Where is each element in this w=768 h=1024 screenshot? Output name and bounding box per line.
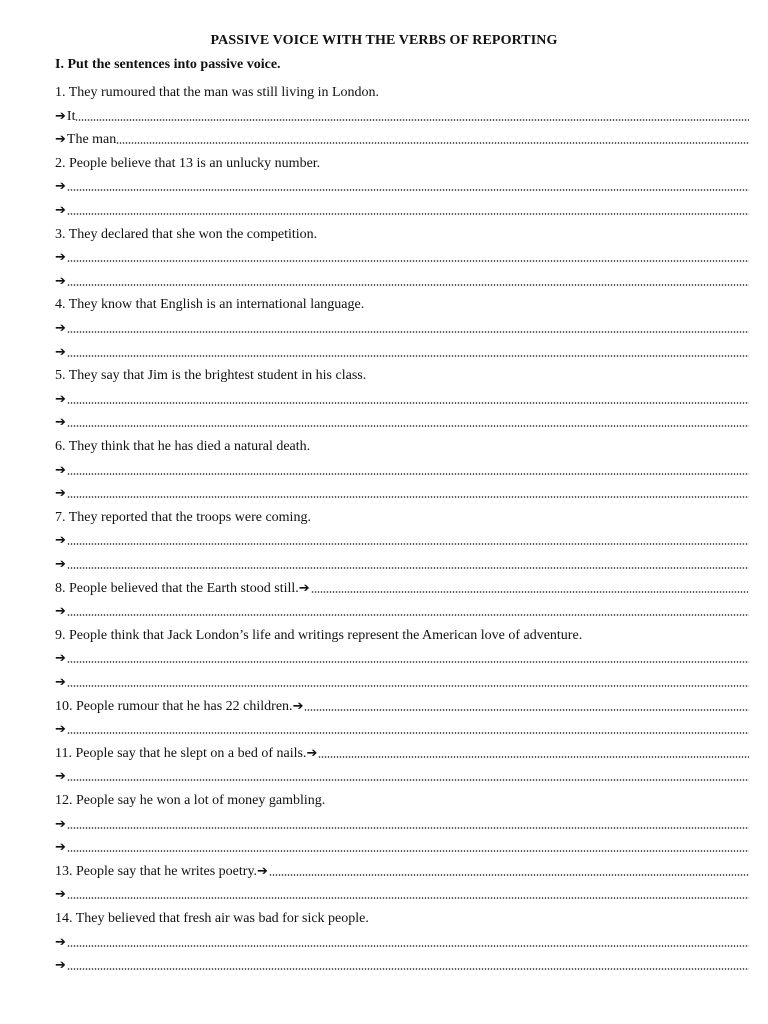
answer-prefix: The man <box>66 132 117 148</box>
question-text: 8. People believed that the Earth stood still. <box>55 580 299 596</box>
answer-line <box>55 671 749 691</box>
right-arrow-icon: ➔ <box>55 179 66 195</box>
answer-line <box>55 341 749 361</box>
right-arrow-icon: ➔ <box>55 391 66 407</box>
answer-blank[interactable] <box>67 542 749 546</box>
right-arrow-icon: ➔ <box>292 698 304 714</box>
answer-line <box>55 459 749 479</box>
right-arrow-icon: ➔ <box>55 250 66 266</box>
answer-line <box>55 883 749 903</box>
question-line <box>55 81 749 101</box>
answer-blank[interactable] <box>67 826 749 830</box>
right-arrow-icon: ➔ <box>257 863 268 879</box>
question-line <box>55 223 749 243</box>
answer-blank[interactable] <box>116 141 749 145</box>
answer-blank[interactable] <box>67 778 749 782</box>
question-text: 3. They declared that she won the competition. <box>55 226 318 242</box>
answer-line <box>55 813 749 833</box>
answer-blank[interactable] <box>67 330 749 334</box>
right-arrow-icon: ➔ <box>55 321 66 336</box>
right-arrow-icon: ➔ <box>55 675 66 690</box>
question-text: 14. They believed that fresh air was bad for sick people. <box>55 911 369 926</box>
answer-blank[interactable] <box>311 590 749 594</box>
question-text: 11. People say that he slept on a bed of nails. <box>55 745 307 761</box>
answer-blank[interactable] <box>269 873 749 877</box>
question-line <box>55 152 749 172</box>
question-line <box>55 695 749 715</box>
right-arrow-icon: ➔ <box>55 108 66 124</box>
question-line <box>55 624 749 644</box>
question-line <box>55 506 749 526</box>
answer-blank[interactable] <box>75 118 749 122</box>
answer-blank[interactable] <box>67 354 749 358</box>
right-arrow-icon: ➔ <box>55 604 66 620</box>
question-text: 6. They think that he has died a natural death. <box>55 439 311 454</box>
question-text: 13. People say that he writes poetry. <box>55 863 258 879</box>
answer-line <box>55 836 749 856</box>
answer-line <box>55 954 749 974</box>
answer-blank[interactable] <box>67 495 749 499</box>
answer-line <box>55 482 749 502</box>
question-text: 1. They rumoured that the man was still living in London. <box>55 85 380 100</box>
answer-line <box>55 128 749 148</box>
answer-blank[interactable] <box>67 684 749 688</box>
answer-blank[interactable] <box>67 259 749 263</box>
right-arrow-icon: ➔ <box>55 462 66 478</box>
right-arrow-icon: ➔ <box>55 344 66 360</box>
answer-blank[interactable] <box>67 401 749 405</box>
answer-prefix: It <box>66 108 76 124</box>
answer-blank[interactable] <box>318 755 749 759</box>
right-arrow-icon: ➔ <box>55 273 66 289</box>
question-text: 12. People say he won a lot of money gambling. <box>55 793 326 808</box>
answer-blank[interactable] <box>67 967 749 971</box>
answer-line <box>55 317 749 337</box>
answer-blank[interactable] <box>67 566 749 570</box>
right-arrow-icon: ➔ <box>55 132 66 148</box>
answer-blank[interactable] <box>67 283 749 287</box>
answer-line <box>55 553 749 573</box>
answer-blank[interactable] <box>67 731 749 735</box>
question-text: 5. They say that Jim is the brightest student in his class. <box>55 368 367 384</box>
answer-line <box>55 246 749 266</box>
question-line <box>55 293 749 313</box>
page-title: PASSIVE VOICE WITH THE VERBS OF REPORTING <box>210 33 558 48</box>
answer-line <box>55 270 749 290</box>
question-line <box>55 435 749 455</box>
question-text: 10. People rumour that he has 22 children. <box>55 698 293 714</box>
answer-blank[interactable] <box>304 708 749 712</box>
right-arrow-icon: ➔ <box>55 651 66 667</box>
right-arrow-icon: ➔ <box>55 934 66 950</box>
answer-blank[interactable] <box>67 424 749 428</box>
answer-line <box>55 931 749 951</box>
answer-blank[interactable] <box>67 212 749 216</box>
question-line <box>55 742 749 762</box>
answer-blank[interactable] <box>67 944 749 948</box>
right-arrow-icon: ➔ <box>306 745 318 761</box>
right-arrow-icon: ➔ <box>55 816 66 832</box>
answer-line <box>55 175 749 195</box>
answer-blank[interactable] <box>67 613 749 617</box>
answer-blank[interactable] <box>67 660 749 664</box>
question-text: 2. People believe that 13 is an unlucky number. <box>55 155 321 171</box>
right-arrow-icon: ➔ <box>55 415 66 431</box>
right-arrow-icon: ➔ <box>55 769 66 785</box>
answer-line <box>55 647 749 667</box>
answer-line <box>55 105 749 125</box>
answer-line <box>55 199 749 219</box>
answer-blank[interactable] <box>67 472 749 476</box>
question-text: 9. People think that Jack London’s life and writings represent the American love of adventure. <box>55 627 583 643</box>
answer-line <box>55 388 749 408</box>
right-arrow-icon: ➔ <box>298 580 310 596</box>
question-line <box>55 860 749 880</box>
answer-line <box>55 529 749 549</box>
answer-line <box>55 411 749 431</box>
right-arrow-icon: ➔ <box>55 722 66 738</box>
right-arrow-icon: ➔ <box>55 887 66 903</box>
answer-line <box>55 765 749 785</box>
answer-blank[interactable] <box>67 849 749 853</box>
section-instruction: I. Put the sentences into passive voice. <box>55 57 281 72</box>
right-arrow-icon: ➔ <box>55 958 66 974</box>
right-arrow-icon: ➔ <box>55 486 66 502</box>
right-arrow-icon: ➔ <box>55 533 66 549</box>
question-line <box>55 789 749 809</box>
question-line <box>55 364 749 384</box>
question-line <box>55 577 749 597</box>
question-text: 4. They know that English is an international language. <box>55 297 365 313</box>
right-arrow-icon: ➔ <box>55 557 66 572</box>
answer-line <box>55 600 749 620</box>
answer-blank[interactable] <box>67 896 749 900</box>
question-text: 7. They reported that the troops were coming. <box>55 509 311 525</box>
answer-blank[interactable] <box>67 188 749 192</box>
right-arrow-icon: ➔ <box>55 203 66 218</box>
question-line <box>55 907 749 927</box>
right-arrow-icon: ➔ <box>55 840 66 856</box>
answer-line <box>55 718 749 738</box>
